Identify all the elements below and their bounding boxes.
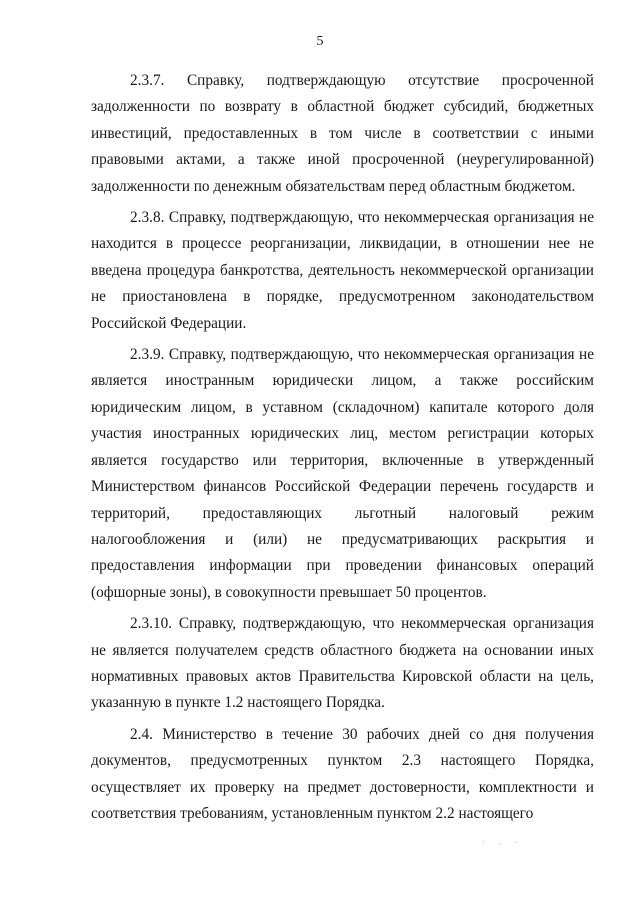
- paragraph-2-3-9: 2.3.9. Справку, подтверждающую, что некоммерческая организация не является иностранным юридически лицом, а также российским юридическим лицом, в уставном (складочном) капитале которого доля участия иностранных юридических лиц, местом регистрации которых является государство или территория, включенные в утвержденный Министерством финансов Российской Федерации перечень государств и территорий, предоставляющих льготный налоговый режим налогообложения и (или) не предусматривающих раскрытия и предоставления информации при проведении финансовых операций (офшорные зоны), в совокупности превышает 50 процентов.: [91, 346, 594, 601]
- document-body: [91, 68, 594, 832]
- paragraph-2-4: 2.4. Министерство в течение 30 рабочих дней со дня получения документов, предусмотренных пунктом 2.3 настоящего Порядка, осуществляет их проверку на предмет достоверности, комплектности и соответствия требованиям, установленным пунктом 2.2 настоящего: [91, 725, 594, 822]
- paragraph-2-3-8: 2.3.8. Справку, подтверждающую, что некоммерческая организация не находится в процессе реорганизации, ликвидации, в отношении нее не введена процедура банкротства, деятельность некоммерческой организации не приостановлена в порядке, предусмотренном законодательством Российской Федерации.: [91, 209, 594, 332]
- scan-artifact: · . ·: [482, 838, 524, 847]
- paragraph-2-3-10: 2.3.10. Справку, подтверждающую, что некоммерческая организация не является получателем средств областного бюджета на основании иных нормативных правовых актов Правительства Кировской области на цель, указанную в пункте 1.2 настоящего Порядка.: [91, 615, 594, 712]
- page-number: 5: [316, 34, 324, 49]
- paragraph-2-3-7: 2.3.7. Справку, подтверждающую отсутствие просроченной задолженности по возврату в областной бюджет субсидий, бюджетных инвестиций, предоставленных в том числе в соответствии с иными правовыми актами, а также иной просроченной (неурегулированной) задолженности по денежным обязательствам перед областным бюджетом.: [91, 72, 594, 195]
